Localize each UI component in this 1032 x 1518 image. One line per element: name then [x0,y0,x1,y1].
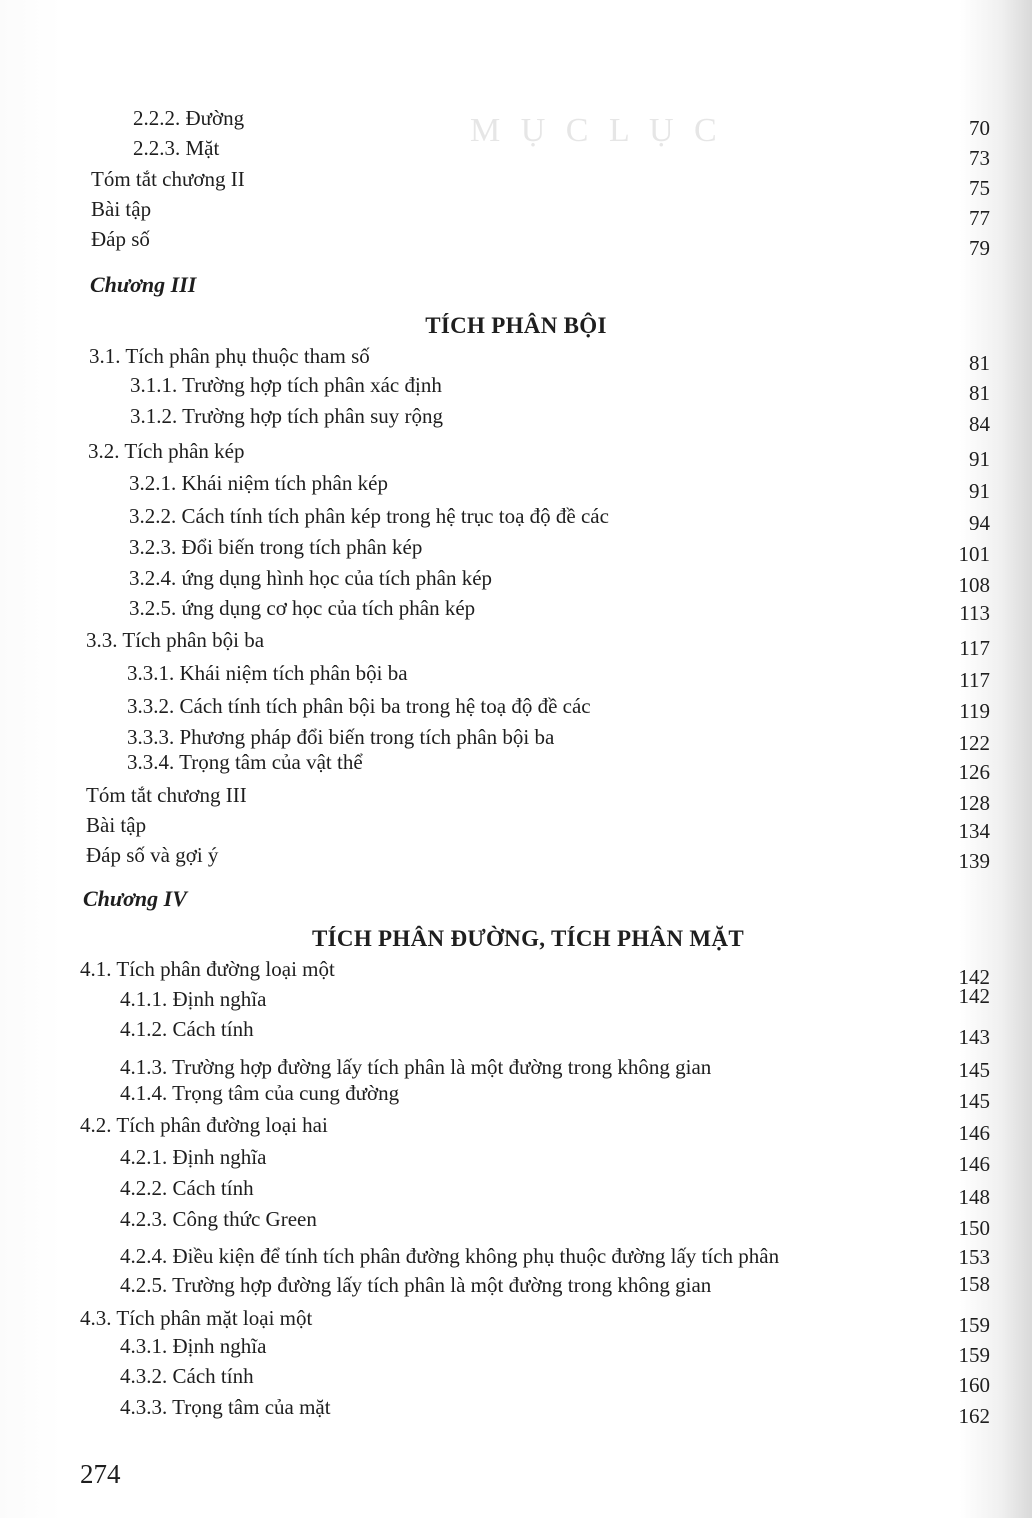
toc-entry: 4.1.3. Trường hợp đường lấy tích phân là một đường trong không gian 145 [120,1055,990,1082]
toc-entry: Tóm tắt chương II 75 [91,167,990,200]
toc-entry: 3.3.1. Khái niệm tích phân bội ba 117 [127,661,990,692]
chapter-title: TÍCH PHÂN ĐƯỜNG, TÍCH PHÂN MẶT [312,926,744,951]
toc-entry: Đáp số và gợi ý 139 [86,843,990,873]
toc-entry: 3.3. Tích phân bội ba 117 [86,628,990,660]
toc-entry: 4.3. Tích phân mặt loại một 159 [80,1306,990,1337]
toc-entry: 3.2. Tích phân kép 91 [88,439,990,471]
toc-entry: 4.1.1. Định nghĩa 142 [120,984,990,1011]
toc-entry: Bài tập 134 [86,813,990,843]
toc-entry: 4.1. Tích phân đường loại một 142 [80,957,990,989]
toc-entry: 4.1.2. Cách tính 143 [120,1017,990,1049]
toc-entry: 4.2.2. Cách tính 148 [120,1176,990,1209]
toc-entry: Tóm tắt chương III 128 [86,783,990,815]
toc-entry: 3.3.3. Phương pháp đổi biến trong tích phân bội ba 122 [127,725,990,755]
toc-entry: 4.3.1. Định nghĩa 159 [120,1334,990,1367]
toc-entry: 4.2. Tích phân đường loại hai 146 [80,1113,990,1145]
toc-entry: 3.1.1. Trường hợp tích phân xác định 81 [130,373,990,405]
bleed-through-text: M Ụ C L Ụ C [470,112,723,149]
toc-entry: 3.2.3. Đổi biến trong tích phân kép 101 [129,535,990,566]
chapter-title: TÍCH PHÂN BỘI [425,313,607,338]
page-number: 274 [80,1459,121,1489]
toc-entry: 3.3.2. Cách tính tích phân bội ba trong hệ toạ độ đề các 119 [127,694,990,723]
toc-entry: 3.2.4. ứng dụng hình học của tích phân kép 108 [129,566,990,597]
chapter-label: Chương III [90,272,197,297]
toc-entry: 3.1. Tích phân phụ thuộc tham số 81 [89,344,990,375]
toc-entry: 4.3.2. Cách tính 160 [120,1364,990,1397]
toc-entry: 2.2.3. Mặt 73 [133,136,990,170]
toc-entry: 4.1.4. Trọng tâm của cung đường 145 [120,1081,990,1113]
toc-entry: 4.2.5. Trường hợp đường lấy tích phân là một đường trong không gian 158 [120,1272,990,1297]
toc-entry: 4.2.4. Điều kiện để tính tích phân đường không phụ thuộc đường lấy tích phân 153 [120,1244,990,1269]
toc-entry: Bài tập 77 [91,197,990,230]
toc-entry: 4.3.3. Trọng tâm của mặt 162 [120,1395,990,1428]
toc-entry: 3.2.5. ứng dụng cơ học của tích phân kép 113 [129,596,990,625]
toc-entry: 3.2.1. Khái niệm tích phân kép 91 [129,471,990,503]
toc-entry: 3.3.4. Trọng tâm của vật thể 126 [127,750,990,784]
toc-entry: 4.2.1. Định nghĩa 146 [120,1145,990,1176]
toc-entry: 2.2.2. Đường 70 [133,106,990,140]
toc-entry: 3.1.2. Trường hợp tích phân suy rộng 84 [130,404,990,436]
toc-entry: 3.2.2. Cách tính tích phân kép trong hệ trục toạ độ đề các 94 [129,504,990,535]
toc-entry: 4.2.3. Công thức Green 150 [120,1207,990,1240]
chapter-label: Chương IV [83,886,187,911]
toc-entry: Đáp số 79 [91,227,990,260]
